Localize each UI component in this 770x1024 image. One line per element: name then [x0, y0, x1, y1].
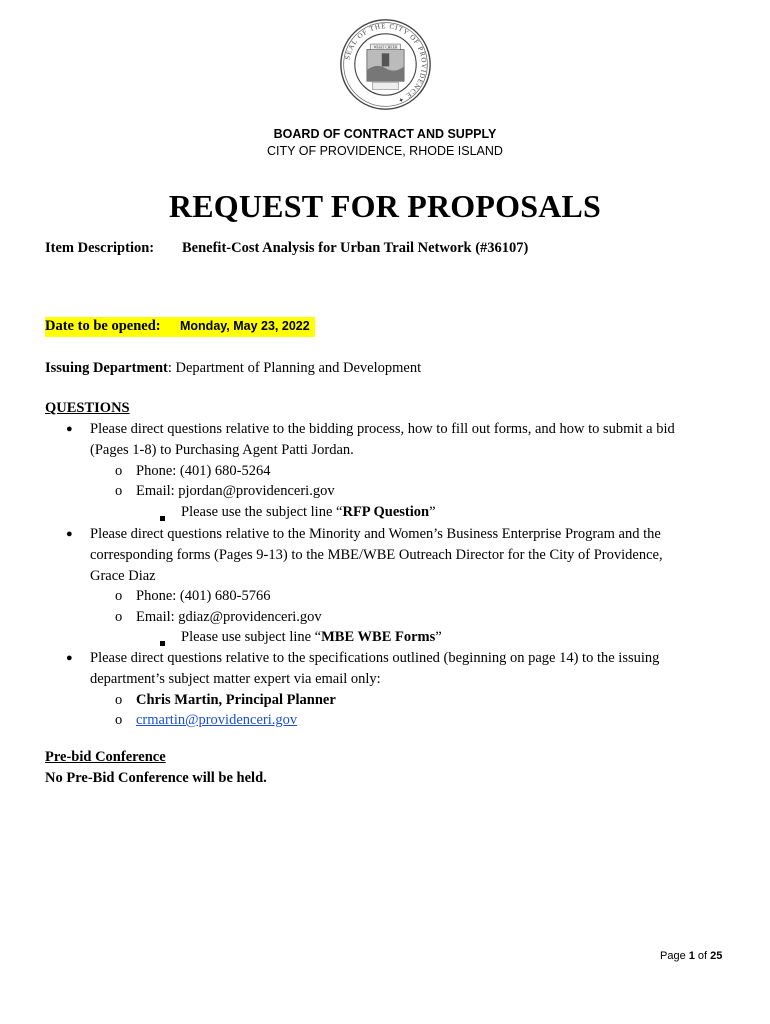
date-label: Date to be opened: — [45, 318, 161, 334]
bullet2-line2: corresponding forms (Pages 9-13) to the MBE/WBE Outreach Director for the City of Providence, — [90, 547, 663, 563]
total-pages: 25 — [710, 950, 723, 962]
bullet-dot: ● — [66, 423, 73, 435]
subject-line-mbe-wbe-forms: MBE WBE Forms — [321, 629, 436, 645]
svg-text:WHAT CHEER: WHAT CHEER — [373, 45, 398, 50]
bullet1-email: Email: pjordan@providenceri.gov — [136, 483, 335, 499]
bullet2-line1: Please direct questions relative to the Minority and Women’s Business Enterprise Program and the — [90, 526, 661, 542]
sub-bullet-circle: o — [115, 692, 123, 708]
item-description-label: Item Description: — [45, 240, 155, 256]
issuing-department-value: : Department of Planning and Development — [167, 360, 422, 376]
bullet3-line1: Please direct questions relative to the specifications outlined (beginning on page 14) to the issuing — [90, 650, 660, 666]
date-value: Monday, May 23, 2022 — [180, 319, 310, 333]
bullet2-line3: Grace Diaz — [90, 568, 156, 584]
city-heading: CITY OF PROVIDENCE, RHODE ISLAND — [267, 144, 503, 158]
bullet1-line2: (Pages 1-8) to Purchasing Agent Patti Jordan. — [90, 442, 354, 458]
prebid-heading: Pre-bid Conference — [45, 749, 166, 765]
bullet1-phone: Phone: (401) 680-5264 — [136, 463, 271, 479]
bullet3-contact: Chris Martin, Principal Planner — [136, 692, 336, 708]
sub-bullet-circle: o — [115, 712, 123, 728]
questions-heading: QUESTIONS — [45, 400, 130, 416]
subject-suffix: ” — [429, 504, 436, 520]
square-bullet — [160, 508, 165, 526]
bullet3-line2: department’s subject matter expert via email only: — [90, 671, 381, 687]
board-heading: BOARD OF CONTRACT AND SUPPLY — [273, 127, 497, 141]
current-page: 1 — [688, 950, 695, 962]
sub-bullet-circle: o — [115, 483, 123, 499]
issuing-department — [45, 360, 421, 377]
page-number — [660, 950, 722, 962]
bullet2-subject — [181, 629, 442, 646]
prebid-text: No Pre-Bid Conference will be held. — [45, 770, 267, 786]
bullet3-email-link[interactable]: crmartin@providenceri.gov — [136, 712, 298, 728]
page-of: of — [694, 950, 711, 962]
sub-bullet-circle: o — [115, 588, 123, 604]
bullet-dot: ● — [66, 652, 73, 664]
page-prefix: Page — [660, 950, 689, 962]
bullet-dot: ● — [66, 528, 73, 540]
bullet2-email: Email: gdiaz@providenceri.gov — [136, 609, 322, 625]
subject-suffix: ” — [435, 629, 442, 645]
issuing-department-label: Issuing Department — [45, 360, 168, 376]
bullet2-phone: Phone: (401) 680-5766 — [136, 588, 271, 604]
document-title: REQUEST FOR PROPOSALS — [168, 188, 602, 224]
city-seal-logo — [339, 18, 432, 111]
subject-line-rfp-question: RFP Question — [342, 504, 430, 520]
sub-bullet-circle: o — [115, 463, 123, 479]
bullet1-subject — [181, 504, 436, 521]
svg-text:SEAL OF THE CITY OF PROVIDENCE: SEAL OF THE CITY OF PROVIDENCE ✦ — [343, 22, 428, 105]
bullet1-line1: Please direct questions relative to the bidding process, how to fill out forms, and how to submit a bid — [90, 421, 675, 437]
item-description-value: Benefit-Cost Analysis for Urban Trail Network (#36107) — [182, 240, 529, 256]
sub-bullet-circle: o — [115, 609, 123, 625]
square-bullet — [160, 633, 165, 651]
subject-prefix: Please use the subject line “ — [181, 504, 343, 520]
subject-prefix: Please use subject line “ — [181, 629, 322, 645]
